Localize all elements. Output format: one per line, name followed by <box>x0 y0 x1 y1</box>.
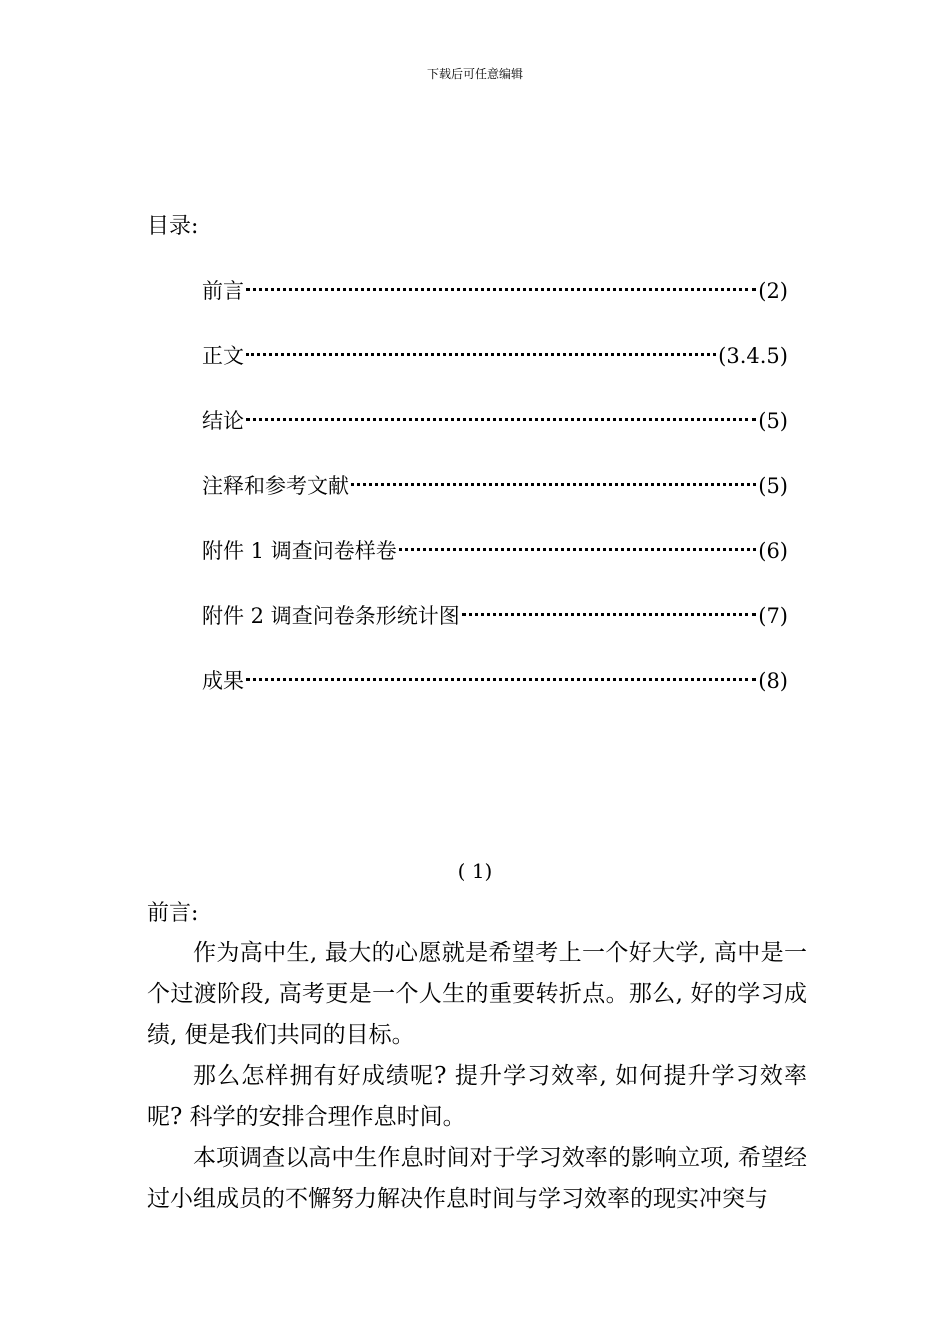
toc-item-title: 结论 <box>202 409 244 433</box>
toc-item-references <box>202 471 788 536</box>
toc-item-page: (3.4.5) <box>718 344 788 368</box>
toc-dot-leader <box>246 418 756 421</box>
toc-item-main-text <box>202 341 788 406</box>
toc-dot-leader <box>246 678 756 681</box>
page-number: ( 1) <box>457 859 493 883</box>
toc-item-page: (2) <box>758 279 788 303</box>
toc-item-title: 正文 <box>202 344 244 368</box>
toc-item-page: (5) <box>758 409 788 433</box>
toc-dot-leader <box>246 288 756 291</box>
toc-item-page: (6) <box>758 539 788 563</box>
toc-item-title: 附件 2 调查问卷条形统计图 <box>202 604 460 628</box>
toc-item-appendix-1 <box>202 536 788 601</box>
preface-paragraph: 作为高中生, 最大的心愿就是希望考上一个好大学, 高中是一个过渡阶段, 高考更是一个人生的重要转折点。那么, 好的学习成绩, 便是我们共同的目标。 <box>147 940 807 1048</box>
toc-item-results <box>202 666 788 731</box>
toc-dot-leader <box>246 353 716 356</box>
toc-item-title: 注释和参考文献 <box>202 474 349 498</box>
header-note: 下载后可任意编辑 <box>426 67 523 81</box>
toc-item-page: (7) <box>758 604 788 628</box>
preface-paragraph: 本项调查以高中生作息时间对于学习效率的影响立项, 希望经过小组成员的不懈努力解决作息时间与学习效率的现实冲突与 <box>147 1145 807 1212</box>
toc-item-title: 前言 <box>202 279 244 303</box>
toc-item-title: 附件 1 调查问卷样卷 <box>202 539 397 563</box>
toc-dot-leader <box>462 613 757 616</box>
toc-heading: 目录: <box>147 214 199 239</box>
toc-item-page: (8) <box>758 669 788 693</box>
toc-item-preface <box>202 276 788 341</box>
toc-item-conclusion <box>202 406 788 471</box>
toc-item-page: (5) <box>758 474 788 498</box>
preface-heading: 前言: <box>147 901 199 926</box>
toc-item-title: 成果 <box>202 669 244 693</box>
preface-body <box>147 933 807 1220</box>
table-of-contents <box>202 276 788 731</box>
toc-dot-leader <box>351 483 756 486</box>
preface-paragraph: 那么怎样拥有好成绩呢? 提升学习效率, 如何提升学习效率呢? 科学的安排合理作息时间。 <box>147 1063 807 1130</box>
toc-dot-leader <box>399 548 757 551</box>
toc-item-appendix-2 <box>202 601 788 666</box>
